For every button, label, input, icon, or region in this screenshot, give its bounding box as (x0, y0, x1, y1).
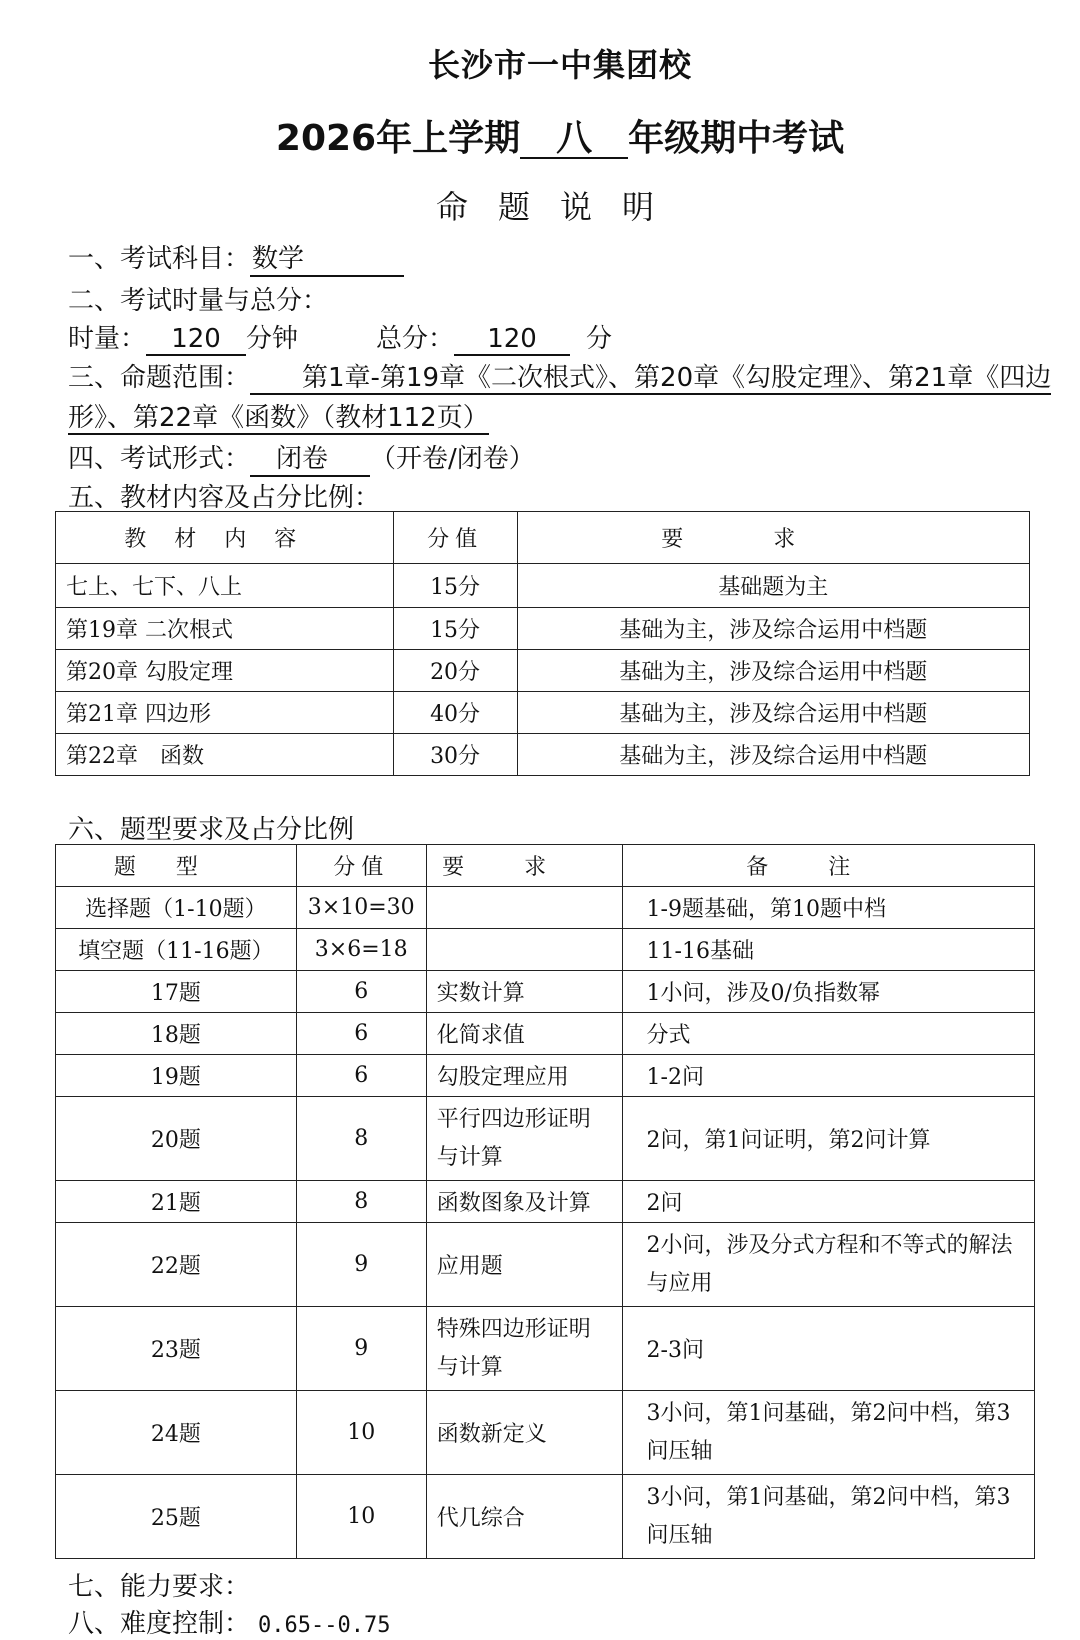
table-cell: 10 (296, 1475, 426, 1559)
table-cell: 2小问，涉及分式方程和不等式的解法与应用 (622, 1223, 1034, 1307)
table-row (56, 1223, 1035, 1307)
time-value: 120 (146, 324, 246, 356)
header-cell: 备注 (622, 845, 1034, 887)
table-cell: 3×6=18 (296, 929, 426, 971)
table-cell (426, 929, 622, 971)
difficulty-value: 0.65--0.75 (258, 1613, 391, 1638)
format-note: （开卷/闭卷） (370, 444, 535, 474)
table-cell: 15分 (393, 608, 517, 650)
section-time-score-label: 二、考试时量与总分： (68, 286, 329, 316)
format-label: 四、考试形式： (68, 444, 251, 474)
table-cell: 基础为主，涉及综合运用中档题 (517, 734, 1029, 776)
table-cell: 1-9题基础，第10题中档 (622, 887, 1034, 929)
table-cell: 15分 (393, 564, 517, 608)
score-label: 总分： (376, 324, 455, 354)
table-cell: 3小问，第1问基础，第2问中档，第3问压轴 (622, 1475, 1034, 1559)
table-cell: 30分 (393, 734, 517, 776)
table-cell: 20题 (56, 1097, 297, 1181)
school-title: 长沙市一中集团校 (427, 46, 692, 84)
table-cell: 第21章 四边形 (56, 692, 394, 734)
table-cell: 6 (296, 1055, 426, 1097)
score-unit: 分 (586, 324, 613, 354)
section-format (68, 438, 535, 477)
header-cell: 分值 (393, 512, 517, 564)
table-cell: 基础为主，涉及综合运用中档题 (517, 692, 1029, 734)
table-cell: 6 (296, 1013, 426, 1055)
table-cell: 基础为主，涉及综合运用中档题 (517, 650, 1029, 692)
table-cell: 基础题为主 (517, 564, 1029, 608)
scope-label: 三、命题范围： (68, 363, 251, 393)
table-header-row (56, 845, 1035, 887)
table-cell: 11-16基础 (622, 929, 1034, 971)
grade-blank: 八 (520, 121, 628, 159)
table-row (56, 1475, 1035, 1559)
table-cell: 第19章 二次根式 (56, 608, 394, 650)
table-row (56, 1307, 1035, 1391)
table-cell: 2问 (622, 1181, 1034, 1223)
table-cell: 23题 (56, 1307, 297, 1391)
table-cell: 2问，第1问证明，第2问计算 (622, 1097, 1034, 1181)
content-score-table (55, 511, 1030, 776)
table-cell: 24题 (56, 1391, 297, 1475)
question-type-table (55, 844, 1035, 1559)
table-row (56, 692, 1030, 734)
subject-value: 数学 (250, 238, 404, 277)
table-cell: 9 (296, 1307, 426, 1391)
header-cell: 要求 (426, 845, 622, 887)
table-cell: 8 (296, 1097, 426, 1181)
table-row (56, 734, 1030, 776)
table-cell: 10 (296, 1391, 426, 1475)
table-cell: 21题 (56, 1181, 297, 1223)
table-row (56, 564, 1030, 608)
table-row (56, 1097, 1035, 1181)
table-row (56, 608, 1030, 650)
table-cell: 1-2问 (622, 1055, 1034, 1097)
table-cell: 3小问，第1问基础，第2问中档，第3问压轴 (622, 1391, 1034, 1475)
table-row (56, 1055, 1035, 1097)
table-header-row (56, 512, 1030, 564)
section-difficulty (68, 1603, 390, 1640)
table-cell: 2-3问 (622, 1307, 1034, 1391)
table-cell: 1小问，涉及0/负指数幂 (622, 971, 1034, 1013)
table-cell: 函数新定义 (426, 1391, 622, 1475)
table-row (56, 1013, 1035, 1055)
table-cell: 19题 (56, 1055, 297, 1097)
table-cell: 函数图象及计算 (426, 1181, 622, 1223)
table-cell: 8 (296, 1181, 426, 1223)
table-cell: 应用题 (426, 1223, 622, 1307)
section-scope (68, 358, 1058, 438)
table-cell: 25题 (56, 1475, 297, 1559)
exam-title-prefix: 2026年上学期 (275, 118, 521, 159)
header-cell: 分值 (296, 845, 426, 887)
section-content-label: 五、教材内容及占分比例： (68, 483, 381, 513)
table-cell: 18题 (56, 1013, 297, 1055)
table-row (56, 650, 1030, 692)
section-ability: 七、能力要求： (68, 1572, 251, 1602)
table-row (56, 929, 1035, 971)
table-cell (426, 887, 622, 929)
table-cell: 分式 (622, 1013, 1034, 1055)
table-row (56, 1391, 1035, 1475)
table-cell: 第20章 勾股定理 (56, 650, 394, 692)
table-cell: 3×10=30 (296, 887, 426, 929)
scope-value: 第1章-第19章《二次根式》、第20章《勾股定理》、第21章《四边形》、第22章《函数》（教材112页） (68, 363, 1052, 433)
score-value: 120 (454, 324, 570, 356)
table-cell: 9 (296, 1223, 426, 1307)
table-cell: 17题 (56, 971, 297, 1013)
section-subject-label: 一、考试科目： (68, 244, 251, 274)
table-cell: 6 (296, 971, 426, 1013)
exam-title-suffix: 年级期中考试 (628, 118, 845, 159)
section-subject (68, 238, 404, 277)
time-unit: 分钟 (246, 324, 299, 354)
header-cell: 要求 (517, 512, 1029, 564)
table-cell: 基础为主，涉及综合运用中档题 (517, 608, 1029, 650)
table-cell: 选择题（1-10题） (56, 887, 297, 929)
subtitle: 命题说明 (435, 188, 684, 226)
header-cell: 教材内容 (56, 512, 394, 564)
table-cell: 22题 (56, 1223, 297, 1307)
format-value: 闭卷 (250, 438, 370, 477)
time-label: 时量： (68, 324, 147, 354)
exam-title (0, 110, 1080, 161)
table-cell: 化简求值 (426, 1013, 622, 1055)
table-cell: 勾股定理应用 (426, 1055, 622, 1097)
table-row (56, 1181, 1035, 1223)
table-cell: 代几综合 (426, 1475, 622, 1559)
table-cell: 七上、七下、八上 (56, 564, 394, 608)
header-cell: 题型 (56, 845, 297, 887)
difficulty-label: 八、难度控制： (68, 1609, 251, 1639)
table-cell: 20分 (393, 650, 517, 692)
section-types-label: 六、题型要求及占分比例 (68, 815, 355, 845)
section-time-score (68, 318, 612, 356)
table-cell: 40分 (393, 692, 517, 734)
table-cell: 第22章 函数 (56, 734, 394, 776)
table-cell: 填空题（11-16题） (56, 929, 297, 971)
table-cell: 平行四边形证明与计算 (426, 1097, 622, 1181)
table-row (56, 887, 1035, 929)
table-row (56, 971, 1035, 1013)
table-cell: 特殊四边形证明与计算 (426, 1307, 622, 1391)
table-cell: 实数计算 (426, 971, 622, 1013)
